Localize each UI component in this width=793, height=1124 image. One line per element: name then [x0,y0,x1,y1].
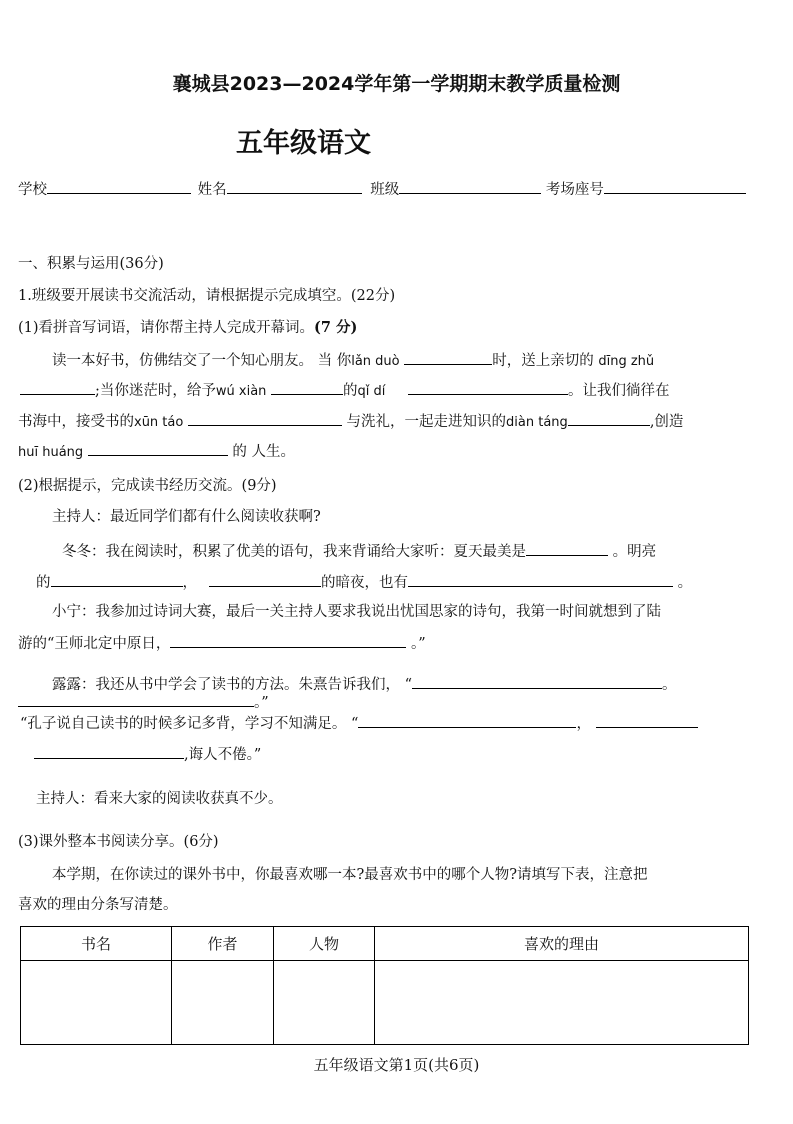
p1-line-1 [52,349,654,372]
p1-text: 时，送上亲切的 [492,353,594,369]
part-1-title [18,318,357,338]
p1-text: 书海中，接受书的 [18,414,134,430]
lulu-text: 。 [662,677,677,693]
host-line-2: 主持人：看来大家的阅读收获真不少。 [36,791,283,807]
part-1-title-text: (1)看拼音写词语，请你帮主持人完成开幕词。 [18,320,315,336]
reading-table [20,926,749,1045]
col-header-reason: 喜欢的理由 [375,927,749,961]
lulu-line-2 [18,691,269,713]
answer-blank[interactable] [188,410,342,426]
pinyin-xuntao: xūn táo [134,415,184,430]
col-header-book: 书名 [21,927,172,961]
subject-title: 五年级语文 [236,128,371,159]
answer-blank[interactable] [568,410,650,426]
p1-text: 。让我们徜徉在 [568,383,670,399]
col-header-author: 作者 [172,927,274,961]
dongdong-line-1 [62,540,656,562]
dongdong-text: 的 [36,575,51,591]
student-info-row [18,178,746,200]
p1-line-4 [18,440,295,463]
lulu-text: “孔子说自己读书的时候多记多背，学习不知满足。 “ [20,716,359,732]
lulu-line-4 [34,743,261,765]
pinyin-dingzhu: dīng zhǔ [598,354,655,369]
answer-blank[interactable] [408,571,673,587]
question-1: 1.班级要开展读书交流活动，请根据提示完成填空。(22分) [18,288,396,304]
part-3-text-2: 喜欢的理由分条写清楚。 [18,897,178,913]
part-3-title: (3)课外整本书阅读分享。(6分) [18,834,219,850]
answer-blank[interactable] [88,440,228,456]
school-label: 学校 [18,182,47,198]
xiaoning-text: 。” [411,636,426,652]
answer-blank[interactable] [526,540,608,556]
p1-text: 读一本好书，仿佛结交了一个知心朋友。 当 你 [52,353,352,369]
answer-blank[interactable] [412,673,662,689]
dongdong-text: 。明亮 [612,544,657,560]
part-1-score: (7 分) [314,319,358,336]
class-field[interactable] [399,178,541,194]
host-line-1: 主持人：最近同学们都有什么阅读收获啊? [52,509,321,525]
answer-blank[interactable] [408,379,568,395]
dongdong-text: ， [182,575,197,591]
pinyin-wuxian: wú xiàn [215,384,267,399]
dongdong-text: 冬冬：我在阅读时，积累了优美的语句，我来背诵给大家听：夏天最美是 [62,544,526,560]
answer-blank[interactable] [271,379,343,395]
dongdong-text: 的暗夜，也有 [321,575,408,591]
answer-blank[interactable] [34,743,184,759]
pinyin-landuo: lǎn duò [351,354,400,369]
cell-book[interactable] [21,961,172,1045]
lulu-text: ， [576,716,591,732]
answer-blank[interactable] [51,571,183,587]
part-2-title: (2)根据提示，完成读书经历交流。(9分) [18,478,277,494]
pinyin-diantang: diàn táng [506,415,568,430]
answer-blank[interactable] [404,349,492,365]
pinyin-qidi: qǐ dí [357,384,386,399]
xiaoning-line-2 [18,632,426,654]
answer-blank[interactable] [358,712,576,728]
seat-label: 考场座号 [545,182,604,198]
answer-blank[interactable] [20,379,95,395]
school-field[interactable] [47,178,191,194]
class-label: 班级 [370,182,400,198]
p1-text: ;当你迷茫时，给予 [95,383,216,399]
page-footer: 五年级语文第1页(共6页) [313,1056,480,1074]
answer-blank[interactable] [209,571,321,587]
pinyin-huihuang: huī huáng [18,445,84,460]
seat-field[interactable] [604,178,746,194]
lulu-text: 。” [254,695,269,711]
xiaoning-line-1: 小宁：我参加过诗词大赛，最后一关主持人要求我说出忧国思家的诗句，我第一时间就想到了陆 [52,604,661,620]
p1-line-2 [20,379,670,402]
col-header-character: 人物 [274,927,375,961]
name-label: 姓名 [197,182,227,198]
dongdong-text: 。 [677,575,693,591]
cell-reason[interactable] [375,961,749,1045]
p1-line-3 [18,410,683,433]
p1-text: ,创造 [649,414,684,430]
answer-blank[interactable] [170,632,406,648]
answer-blank[interactable] [596,712,698,728]
p1-text: 的 [343,383,358,399]
dongdong-line-2 [36,571,692,593]
part-3-text-1: 本学期，在你读过的课外书中，你最喜欢哪一本?最喜欢书中的哪个人物?请填写下表，注意把 [52,867,648,883]
lulu-line-3 [20,712,698,734]
name-field[interactable] [227,178,362,194]
answer-blank[interactable] [18,691,254,707]
lulu-text: ,诲人不倦。” [184,747,262,763]
p1-text: 与洗礼，一起走进知识的 [346,414,507,430]
section-heading: 一、积累与运用(36分) [18,256,164,272]
exam-title: 襄城县2023—2024学年第一学期期末教学质量检测 [172,73,621,95]
lulu-text: 露露：我还从书中学会了读书的方法。朱熹告诉我们， “ [52,677,413,693]
cell-character[interactable] [274,961,375,1045]
xiaoning-text: 游的“王师北定中原日， [18,636,171,652]
p1-text: 的 人生。 [232,444,295,460]
cell-author[interactable] [172,961,274,1045]
